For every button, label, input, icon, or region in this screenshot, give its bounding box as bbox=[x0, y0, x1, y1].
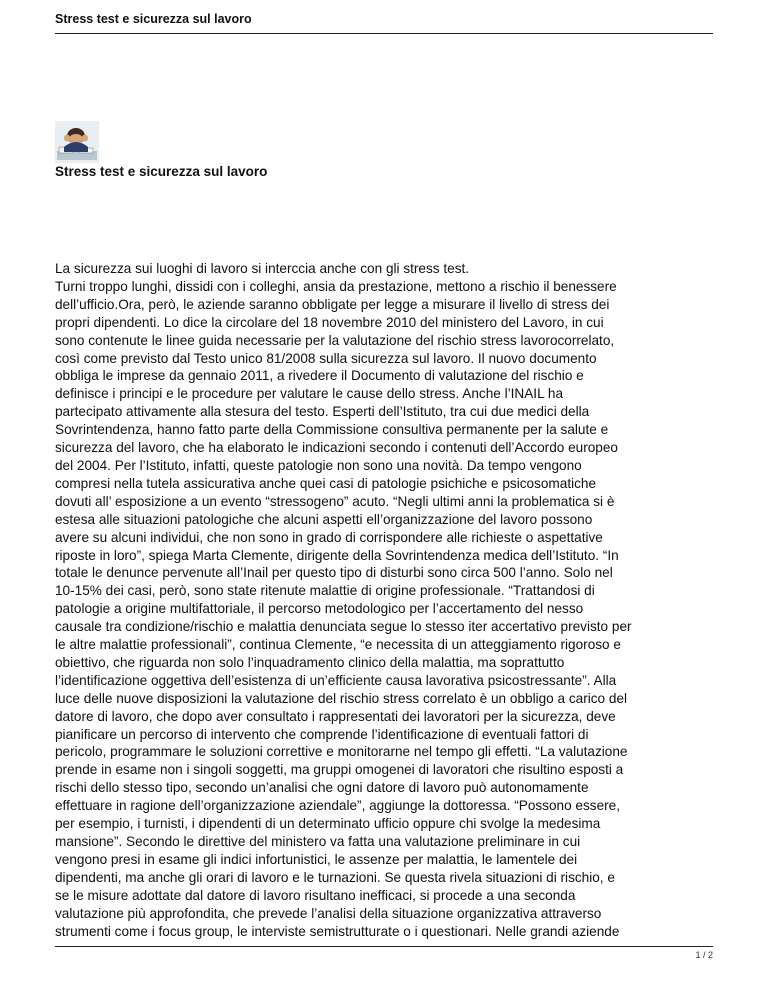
page-number: 1 / 2 bbox=[695, 950, 713, 960]
body-line: prende in esame non i singoli soggetti, ma gruppi omogenei di lavoratori che risultino esposti a bbox=[55, 762, 624, 778]
body-line: sono contenute le linee guida necessarie per la valutazione del rischio stress lavorocorrelato, bbox=[55, 332, 615, 348]
body-line: dell’ufficio.Ora, però, le aziende saranno obbligate per legge a misurare il livello di stress dei bbox=[55, 296, 610, 312]
body-line: propri dipendenti. Lo dice la circolare del 18 novembre 2010 del ministero del Lavoro, in cui bbox=[55, 314, 604, 330]
body-line: estesa alle situazioni patologiche che alcuni aspetti ell’organizzazione del lavoro possono bbox=[55, 511, 593, 527]
body-line: totale le denunce pervenute all’Inail per questo tipo di disturbi sono circa 500 l’anno. Solo nel bbox=[55, 565, 613, 581]
body-line: Sovrintendenza, hanno fatto parte della Commissione consultiva permanente per la salute e bbox=[55, 422, 609, 438]
body-line: definisce i principi e le procedure per valutare le cause dello stress. Anche l’INAIL ha bbox=[55, 386, 564, 402]
article-body bbox=[55, 260, 715, 940]
body-line: effettuare in ragione dell’organizzazione aziendale”, aggiunge la dottoressa. “Possono essere, bbox=[55, 798, 621, 814]
body-line: avere su alcuni individui, che non sono in grado di corrispondere alle richieste o aspettative bbox=[55, 529, 603, 545]
body-line: l’identificazione oggettiva dell’esistenza di un’efficiente causa lavorativa psicostressante”. Alla bbox=[55, 672, 617, 688]
stressed-person-at-desk-icon bbox=[55, 121, 99, 163]
footer-divider bbox=[55, 946, 713, 947]
body-line: Turni troppo lunghi, dissidi con i colleghi, ansia da prestazione, mettono a rischio il benessere bbox=[55, 278, 617, 294]
body-line: se le misure adottate dal datore di lavoro risultano inefficaci, si procede a una seconda bbox=[55, 887, 576, 903]
body-line: pericolo, programmare le soluzioni correttive e monitorarne nel tempo gli effetti. “La valutazione bbox=[55, 744, 628, 760]
body-line: valutazione più approfondita, che prevede l’analisi della situazione organizzativa attraverso bbox=[55, 905, 602, 921]
body-line: per esempio, i turnisti, i dipendenti di un determinato ufficio oppure chi svolge la medesima bbox=[55, 816, 601, 832]
article-title: Stress test e sicurezza sul lavoro bbox=[55, 164, 268, 179]
header-divider bbox=[55, 33, 713, 34]
body-line: le altre malattie professionali”, continua Clemente, “e necessita di un atteggiamento rigoroso e bbox=[55, 637, 621, 653]
body-line: così come previsto dal Testo unico 81/2008 sulla sicurezza sul lavoro. Il nuovo documento bbox=[55, 350, 597, 366]
body-line: obiettivo, che riguarda non solo l’inquadramento clinico della malattia, ma soprattutto bbox=[55, 654, 565, 670]
body-line: vengono presi in esame gli indici infortunistici, le assenze per malattia, le lamentele dei bbox=[55, 851, 578, 867]
body-line: pianificare un percorso di intervento che comprende l’identificazione di eventuali fattori di bbox=[55, 726, 589, 742]
body-line: sicurezza del lavoro, che ha elaborato le indicazioni secondo i contenuti dell’Accordo europeo bbox=[55, 440, 618, 456]
body-line: compresi nella tutela assicurativa anche quei casi di patologie psichiche e psicosomatiche bbox=[55, 475, 597, 491]
body-line: patologie a origine multifattoriale, il percorso metodologico per l’accertamento del nesso bbox=[55, 601, 584, 617]
running-header-title: Stress test e sicurezza sul lavoro bbox=[55, 12, 252, 26]
body-line: strumenti come i focus group, le interviste semistrutturate o i questionari. Nelle grandi aziende bbox=[55, 923, 620, 939]
body-line: del 2004. Per l’Istituto, infatti, queste patologie non sono una novità. Da tempo vengono bbox=[55, 457, 582, 473]
body-line: luce delle nuove disposizioni la valutazione del rischio stress correlato è un obbligo a carico del bbox=[55, 690, 628, 706]
body-line: dipendenti, ma anche gli orari di lavoro e le turnazioni. Se questa rivela situazioni di rischio, e bbox=[55, 869, 615, 885]
body-line: mansione”. Secondo le direttive del ministero va fatta una valutazione preliminare in cui bbox=[55, 834, 581, 849]
body-line: La sicurezza sui luoghi di lavoro si interccia anche con gli stress test. bbox=[55, 261, 470, 276]
body-line: obbliga le imprese da gennaio 2011, a rivedere il Documento di valutazione del rischio e bbox=[55, 368, 584, 384]
body-line: 10-15% dei casi, però, sono state ritenute malattie di origine professionale. “Trattandosi di bbox=[55, 583, 595, 599]
body-line: dovuti all’ esposizione a un evento “stressogeno” acuto. “Negli ultimi anni la problematica si è bbox=[55, 493, 615, 509]
body-line: causale tra condizione/rischio e malattia denunciata segue lo stesso iter accertativo previsto per bbox=[55, 619, 632, 635]
body-line: datore di lavoro, che dopo aver consultato i rappresentati dei lavoratori per la sicurezza, deve bbox=[55, 708, 616, 724]
body-line: partecipato attivamente alla stesura del testo. Esperti dell’Istituto, tra cui due medici della bbox=[55, 404, 590, 420]
body-line: riposte in loro”, spiega Marta Clemente, dirigente della Sovrintendenza medica dell’Istituto. “In bbox=[55, 547, 619, 563]
body-line: rischi dello stesso tipo, secondo un’analisi che ogni datore di lavoro può autonomamente bbox=[55, 780, 589, 796]
